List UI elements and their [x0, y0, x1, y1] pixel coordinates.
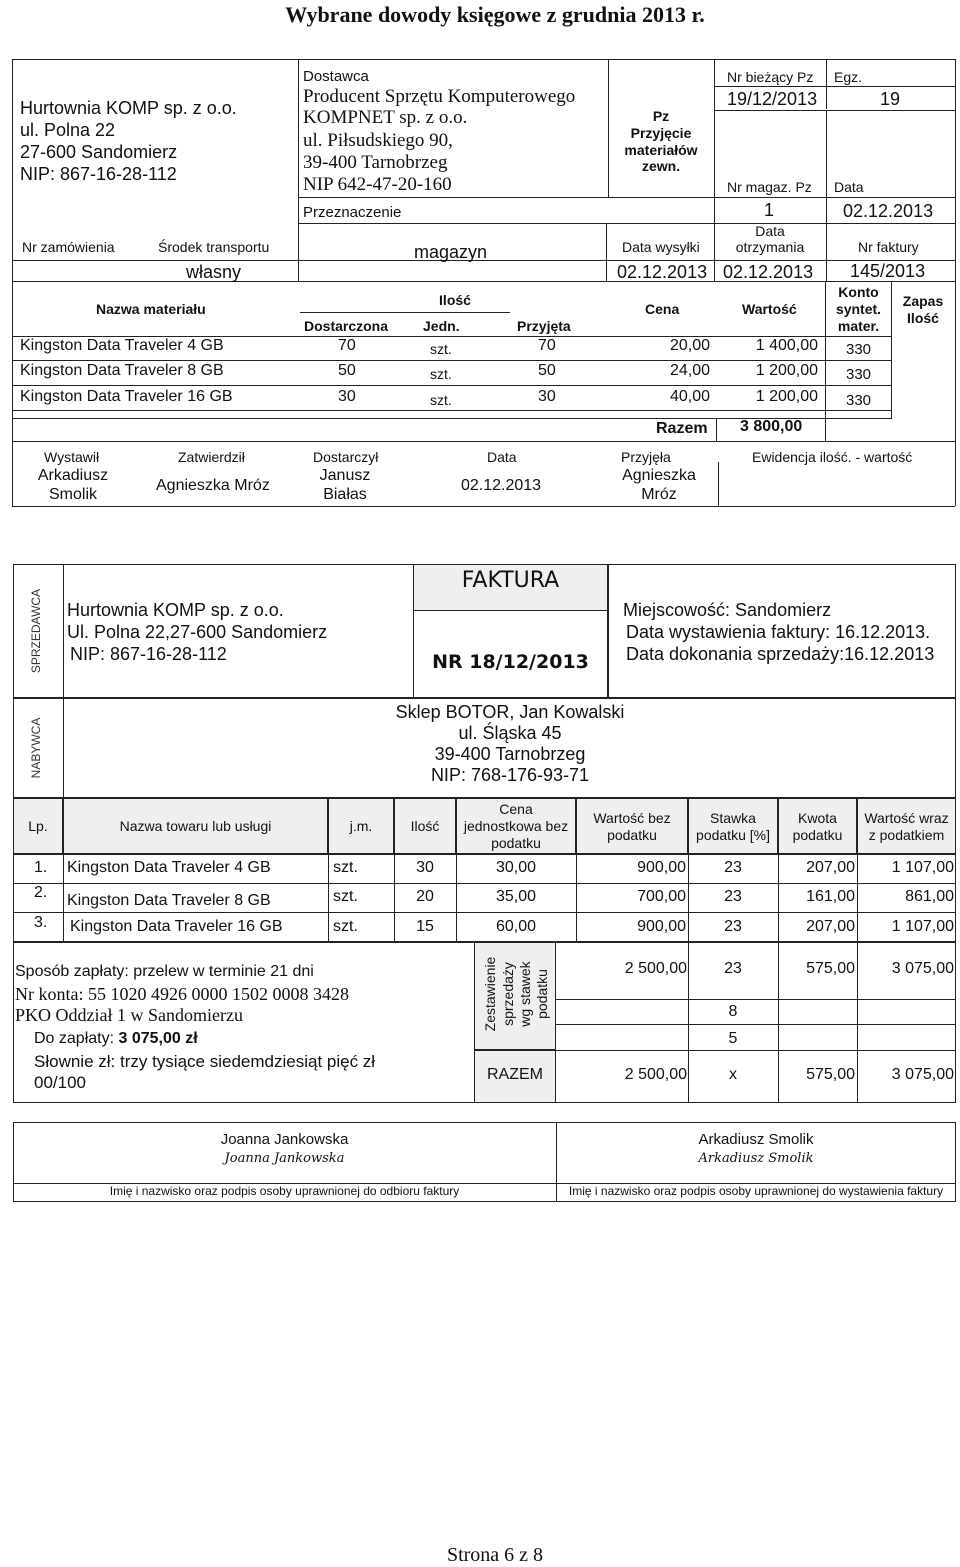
pz-row-price: 20,00	[669, 337, 710, 354]
invoice-receiver-signature: Joanna Jankowska	[224, 1151, 345, 1166]
invoice-row-qty: 15	[416, 918, 434, 935]
pz-transport-value: własny	[186, 262, 242, 282]
invoice-seller-addr: Ul. Polna 22,27-600 Sandomierz	[67, 622, 328, 642]
pz-approved: Agnieszka Mróz	[156, 477, 270, 494]
pz-row-price: 24,00	[669, 362, 710, 379]
invoice-sum-tax-23: 575,00	[806, 960, 855, 977]
pz-supplier-nip: NIP 642-47-20-160	[303, 174, 452, 195]
invoice-row-qty: 20	[416, 888, 434, 905]
pz-row-accepted: 30	[538, 388, 556, 405]
invoice-row-name: Kingston Data Traveler 16 GB	[70, 918, 283, 935]
pz-row-unit: szt.	[430, 392, 452, 408]
invoice-issue-date: Data wystawienia faktury: 16.12.2013.	[626, 622, 931, 642]
pz-row-delivered: 30	[338, 388, 356, 405]
pz-row-account: 330	[846, 366, 872, 383]
invoice-row-rate: 23	[724, 918, 742, 935]
invoice-seller-side-label: SPRZEDAWCA	[29, 588, 43, 674]
invoice-row-tax: 161,00	[806, 888, 855, 905]
pz-supplier-name-1: Producent Sprzętu Komputerowego	[303, 86, 576, 107]
pz-row-delivered: 70	[338, 337, 356, 354]
invoice-row-unit: szt.	[333, 888, 358, 905]
pz-col-stock-2: Ilość	[907, 310, 939, 326]
invoice-sum-total-rate: x	[729, 1066, 737, 1083]
invoice-payment-method: Sposób zapłaty: przelew w terminie 21 dni	[15, 963, 314, 980]
pz-recv-date-label-2: otrzymania	[735, 239, 805, 255]
pz-current-no: 19/12/2013	[727, 89, 818, 109]
pz-warehouse-no: 1	[764, 200, 775, 220]
pz-order-no-label: Nr zamówienia	[22, 239, 115, 255]
invoice-to-pay-label: Do zapłaty:	[34, 1030, 119, 1047]
pz-issued-1: Arkadiusz	[37, 467, 109, 484]
pz-row-price: 40,00	[669, 388, 710, 405]
invoice-row-net: 900,00	[637, 859, 686, 876]
invoice-col-name: Nazwa towaru lub usługi	[119, 818, 272, 834]
pz-recv-date-label-1: Data	[755, 223, 785, 239]
pz-doc-date: 02.12.2013	[843, 201, 934, 221]
invoice-sum-rate-5: 5	[728, 1030, 738, 1047]
invoice-row-net: 700,00	[637, 888, 686, 905]
pz-delivered-by-1: Janusz	[319, 467, 371, 484]
invoice-bank: PKO Oddział 1 w Sandomierzu	[15, 1005, 243, 1025]
invoice-col-price-2: jednostkowa bez	[463, 818, 569, 834]
invoice-summary-label-4: podatku	[534, 969, 550, 1019]
invoice-words-2: 00/100	[34, 1073, 86, 1092]
invoice-row-tax: 207,00	[806, 918, 855, 935]
pz-col-account-2: syntet.	[835, 301, 882, 317]
pz-col-value: Wartość	[742, 301, 797, 317]
pz-current-no-label: Nr bieżący Pz	[727, 69, 814, 85]
invoice-row-rate: 23	[724, 888, 742, 905]
invoice-row-unit: szt.	[333, 859, 358, 876]
pz-invoice-no-label: Nr faktury	[858, 239, 919, 255]
pz-issued-2: Smolik	[48, 486, 97, 503]
invoice-seller-nip: NIP: 867-16-28-112	[70, 644, 227, 664]
invoice-receiver-caption: Imię i nazwisko oraz podpis osoby uprawnionej do odbioru faktury	[109, 1184, 460, 1198]
pz-col-accepted: Przyjęta	[517, 318, 571, 334]
pz-date-label: Data	[834, 179, 864, 195]
pz-col-price: Cena	[645, 301, 680, 317]
invoice-row-unit: szt.	[333, 918, 358, 935]
invoice-col-unit: j.m.	[349, 818, 373, 834]
invoice-col-gross-2: z podatkiem	[868, 827, 945, 843]
page-title: Wybrane dowody księgowe z grudnia 2013 r.	[285, 2, 705, 27]
pz-row-account: 330	[846, 392, 872, 409]
invoice-buyer-city: 39-400 Tarnobrzeg	[434, 744, 586, 764]
pz-ship-date: 02.12.2013	[617, 262, 708, 282]
pz-approved-label: Zatwierdził	[178, 449, 245, 465]
pz-received-by-2: Mróz	[641, 486, 677, 503]
invoice-sale-date: Data dokonania sprzedaży:16.12.2013	[626, 644, 935, 664]
pz-copy-label: Egz.	[834, 69, 863, 85]
invoice-row-price: 35,00	[495, 888, 537, 905]
pz-supplier-label: Dostawca	[303, 68, 369, 85]
invoice-row-gross: 1 107,00	[891, 859, 954, 876]
pz-doc-type-1: Pz	[652, 108, 670, 124]
pz-col-name: Nazwa materiału	[96, 301, 206, 317]
invoice-sum-total-gross: 3 075,00	[891, 1066, 954, 1083]
pz-col-account-1: Konto	[838, 284, 879, 300]
invoice-summary-label-3: wg stawek	[517, 961, 533, 1027]
pz-row-name: Kingston Data Traveler 4 GB	[20, 337, 224, 354]
invoice-sum-net-23: 2 500,00	[624, 960, 687, 977]
invoice-col-gross-1: Wartość wraz	[864, 810, 949, 826]
invoice-col-net-2: podatku	[607, 827, 657, 843]
invoice-row-net: 900,00	[637, 918, 686, 935]
invoice-issuer-caption: Imię i nazwisko oraz podpis osoby uprawnionej do wystawienia faktury	[568, 1184, 944, 1198]
pz-row-accepted: 50	[538, 362, 556, 379]
pz-ship-date-label: Data wysyłki	[622, 239, 700, 255]
invoice-title: FAKTURA	[461, 568, 560, 593]
pz-sig-date: 02.12.2013	[461, 477, 542, 494]
invoice-sum-total-label: RAZEM	[487, 1066, 543, 1083]
pz-purpose-label: Przeznaczenie	[303, 204, 402, 221]
invoice-row-gross: 861,00	[905, 888, 954, 905]
invoice-row-name: Kingston Data Traveler 8 GB	[67, 892, 271, 909]
invoice-row-lp: 2.	[34, 884, 48, 901]
pz-purpose-value: magazyn	[414, 242, 488, 262]
pz-seller-street: ul. Polna 22	[20, 120, 116, 140]
invoice-seller-name: Hurtownia KOMP sp. z o.o.	[67, 600, 284, 620]
invoice-row-gross: 1 107,00	[891, 918, 954, 935]
invoice-row-qty: 30	[416, 859, 434, 876]
pz-row-accepted: 70	[538, 337, 556, 354]
pz-received-by-label: Przyjęła	[621, 449, 671, 465]
invoice-words-1: Słownie zł: trzy tysiące siedemdziesiąt pięć zł	[34, 1052, 376, 1071]
pz-transport-label: Środek transportu	[158, 239, 270, 255]
pz-received-by-1: Agnieszka	[622, 467, 696, 484]
invoice-sum-gross-23: 3 075,00	[891, 960, 954, 977]
pz-records-label: Ewidencja ilość. - wartość	[752, 449, 913, 465]
pz-row-name: Kingston Data Traveler 8 GB	[20, 362, 224, 379]
invoice-summary-label-2: sprzedaży	[500, 962, 516, 1026]
invoice-buyer-nip: NIP: 768-176-93-71	[430, 765, 590, 785]
pz-col-delivered: Dostarczona	[304, 318, 389, 334]
invoice-buyer-name: Sklep BOTOR, Jan Kowalski	[395, 702, 625, 722]
pz-delivered-by-label: Dostarczył	[313, 449, 379, 465]
pz-invoice-no: 145/2013	[850, 261, 926, 281]
invoice-col-tax-1: Kwota	[798, 810, 837, 826]
invoice-buyer-street: ul. Śląska 45	[458, 723, 562, 743]
invoice-row-price: 30,00	[495, 859, 537, 876]
invoice-col-price-1: Cena	[499, 801, 533, 817]
pz-row-value: 1 200,00	[755, 362, 818, 379]
page-footer: Strona 6 z 8	[446, 1544, 544, 1566]
pz-supplier-city: 39-400 Tarnobrzeg	[303, 152, 448, 173]
invoice-issuer-signature: Arkadiusz Smolik	[698, 1151, 814, 1166]
pz-row-unit: szt.	[430, 366, 452, 382]
invoice-account-no: Nr konta: 55 1020 4926 0000 1502 0008 3428	[15, 984, 349, 1004]
invoice-to-pay	[34, 1030, 198, 1048]
pz-col-account-3: mater.	[837, 318, 880, 334]
invoice-row-price: 60,00	[495, 918, 537, 935]
invoice-col-rate-1: Stawka	[710, 810, 756, 826]
pz-col-stock-1: Zapas	[902, 293, 944, 309]
invoice-receiver-name: Joanna Jankowska	[220, 1131, 349, 1148]
invoice-col-qty: Ilość	[410, 818, 440, 834]
pz-row-unit: szt.	[430, 341, 452, 357]
invoice-sum-rate-23: 23	[724, 960, 742, 977]
pz-doc-type-4: zewn.	[641, 158, 681, 174]
invoice-col-net-1: Wartość bez	[593, 810, 671, 826]
pz-supplier-street: ul. Piłsudskiego 90,	[303, 130, 453, 151]
pz-recv-date: 02.12.2013	[723, 262, 814, 282]
invoice-to-pay-value: 3 075,00 zł	[118, 1030, 198, 1047]
invoice-row-tax: 207,00	[806, 859, 855, 876]
invoice-place: Miejscowość: Sandomierz	[623, 600, 832, 620]
pz-total-value: 3 800,00	[740, 418, 803, 435]
invoice-col-price-3: podatku	[491, 835, 541, 851]
pz-seller-nip: NIP: 867-16-28-112	[20, 164, 177, 184]
invoice-sum-total-net: 2 500,00	[624, 1066, 687, 1083]
invoice-row-lp: 1.	[34, 859, 48, 876]
pz-seller-city: 27-600 Sandomierz	[20, 142, 178, 162]
invoice-sum-total-tax: 575,00	[806, 1066, 855, 1083]
pz-doc-type-3: materiałów	[624, 142, 698, 158]
pz-col-unit: Jedn.	[423, 318, 460, 334]
pz-warehouse-no-label: Nr magaz. Pz	[727, 179, 812, 195]
invoice-row-rate: 23	[724, 859, 742, 876]
pz-row-value: 1 200,00	[755, 388, 818, 405]
invoice-col-lp: Lp.	[28, 818, 48, 834]
invoice-buyer-side-label: NABYWCA	[29, 717, 43, 779]
invoice-issuer-name: Arkadiusz Smolik	[698, 1131, 814, 1148]
invoice-col-rate-2: podatku [%]	[696, 827, 770, 843]
pz-total-label: Razem	[656, 420, 708, 437]
pz-supplier-name-2: KOMPNET sp. z o.o.	[303, 107, 468, 128]
invoice-col-tax-2: podatku	[792, 827, 843, 843]
pz-row-name: Kingston Data Traveler 16 GB	[20, 388, 233, 405]
pz-delivered-by-2: Białas	[323, 486, 367, 503]
pz-issued-label: Wystawił	[44, 449, 100, 465]
pz-row-value: 1 400,00	[755, 337, 818, 354]
pz-copy-no: 19	[880, 89, 901, 109]
invoice-sum-rate-8: 8	[728, 1003, 738, 1020]
pz-row-delivered: 50	[338, 362, 356, 379]
pz-row-account: 330	[846, 341, 872, 358]
invoice-row-name: Kingston Data Traveler 4 GB	[67, 859, 271, 876]
pz-doc-type-2: Przyjęcie	[630, 125, 692, 141]
invoice-summary-label-1: Zestawienie	[482, 956, 498, 1032]
pz-seller-name: Hurtownia KOMP sp. z o.o.	[20, 98, 237, 118]
pz-sig-date-label: Data	[487, 449, 517, 465]
pz-col-qty: Ilość	[439, 292, 471, 308]
invoice-number: NR 18/12/2013	[432, 651, 589, 673]
invoice-row-lp: 3.	[34, 914, 48, 931]
